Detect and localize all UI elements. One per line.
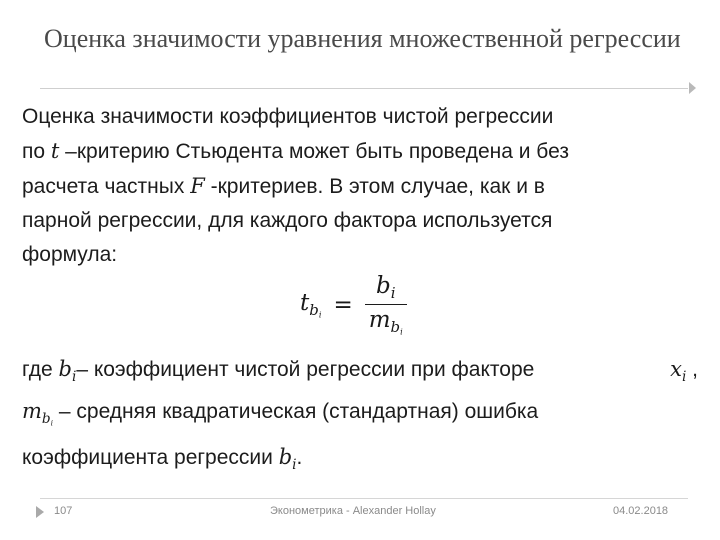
text-line — [22, 238, 698, 272]
text-line — [22, 169, 698, 204]
text-segment: где — [22, 358, 59, 381]
denominator-sub-base: b — [390, 318, 401, 337]
math-var-bi — [58, 357, 77, 385]
formula-lhs-sub-sub: i — [318, 309, 322, 320]
formula-denominator — [365, 305, 407, 337]
math-sub: i — [71, 368, 77, 385]
math-base: b — [278, 444, 293, 469]
math-base: m — [22, 398, 42, 423]
footer-divider — [40, 498, 688, 499]
denominator-sub-sub: i — [400, 326, 403, 337]
denominator-base: m — [368, 307, 391, 334]
math-sub-sub: i — [50, 417, 54, 427]
text-segment — [22, 394, 538, 440]
math-sub — [42, 411, 53, 427]
math-sub: i — [681, 368, 687, 385]
math-sub-base: b — [41, 410, 51, 427]
math-base: b — [58, 357, 72, 381]
text-line — [22, 394, 698, 440]
text-segment: парной регрессии, для каждого фактора используется — [22, 209, 553, 232]
text-segment: по — [22, 140, 51, 163]
math-var-f: F — [190, 174, 205, 198]
title-divider-arrow-icon — [689, 82, 696, 94]
formula-lhs-base: t — [300, 290, 310, 317]
slide-number: 107 — [54, 505, 73, 517]
paragraph-definitions — [22, 352, 698, 482]
text-line — [22, 352, 698, 394]
text-line — [22, 440, 698, 482]
text-segment — [670, 352, 698, 394]
text-segment: –критерию Стьюдента может быть проведена и без — [59, 140, 569, 163]
formula-equals: = — [333, 292, 353, 318]
title-divider — [40, 88, 688, 89]
text-segment: формула: — [22, 243, 118, 266]
formula-lhs-sub — [309, 301, 321, 319]
formula-lhs-sub-base: b — [309, 301, 319, 320]
text-segment — [22, 134, 569, 169]
t-statistic-formula — [300, 270, 407, 340]
formula-numerator — [372, 273, 400, 304]
slide-title: Оценка значимости уравнения множественной регрессии — [44, 24, 681, 53]
text-segment: . — [296, 445, 303, 469]
math-sub: i — [292, 456, 297, 473]
math-var-mbi — [22, 398, 54, 427]
denominator-sub — [391, 318, 403, 336]
numerator-sub: i — [390, 284, 396, 303]
math-var-t: t — [50, 139, 60, 163]
text-segment: – коэффициент чистой регрессии при факторе — [76, 358, 535, 381]
math-var-xi — [670, 357, 687, 385]
footer-title: Эконометрика - Alexander Hollay — [270, 505, 436, 517]
text-line — [22, 204, 698, 238]
text-segment: – средняя квадратическая (стандартная) ошибка — [53, 399, 539, 423]
text-segment: коэффициента регрессии — [22, 445, 279, 469]
text-segment: , — [686, 358, 698, 381]
numerator-base: b — [375, 273, 391, 300]
text-line — [22, 134, 698, 169]
math-var-bi — [278, 444, 297, 473]
formula-lhs — [300, 290, 321, 320]
math-base: x — [670, 357, 682, 381]
text-segment: -критериев. В этом случае, как и в — [204, 175, 545, 198]
footer-date: 04.02.2018 — [613, 505, 669, 517]
footer-arrow-icon — [36, 506, 44, 518]
text-segment — [22, 169, 545, 204]
text-segment — [22, 352, 534, 394]
text-line — [22, 100, 698, 134]
text-segment: расчета частных — [22, 175, 191, 198]
paragraph-intro — [22, 100, 698, 272]
formula-fraction — [365, 273, 407, 337]
text-segment: Оценка значимости коэффициентов чистой регрессии — [22, 105, 554, 128]
